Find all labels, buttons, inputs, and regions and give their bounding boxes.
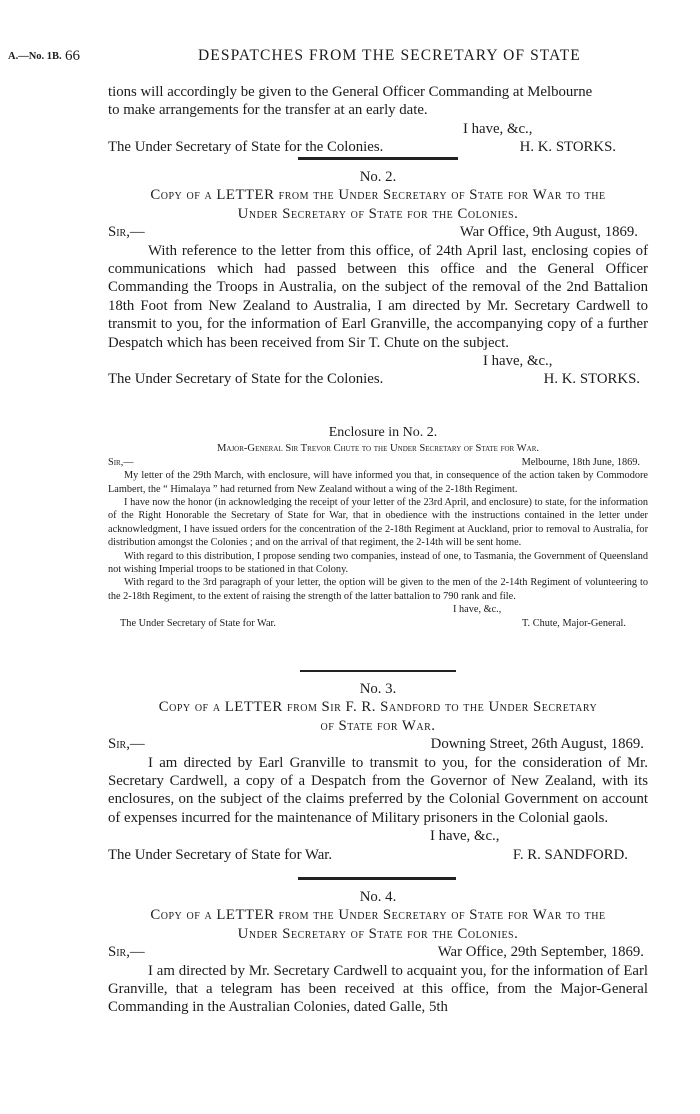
salutation-row [108, 456, 648, 469]
signoff-row [108, 617, 648, 630]
salutation-row [108, 223, 648, 241]
text-line: tions will accordingly be given to the General Officer Commanding at Melbourne [108, 84, 593, 100]
closing: I have, &c., [430, 828, 500, 845]
signoff-row [108, 138, 648, 156]
letter-heading-cont: Under Secretary of State for the Colonies. [237, 205, 519, 222]
section-rule [298, 157, 458, 160]
addressee: The Under Secretary of State for War. [108, 846, 333, 863]
enclosure-heading: Major-General Sir Trevor Chute to the Under Secretary of State for War. [216, 443, 540, 455]
salutation: Sir,— [108, 944, 145, 961]
enclosure-paragraph: With regard to this distribution, I propose sending two companies, instead of one, to Tasmania, the Government of Queensland not wishing Imperial troops to be stationed in that Colony. [108, 550, 648, 576]
addressee: The Under Secretary of State for the Colonies. [108, 139, 384, 156]
enclosure-paragraph: I have now the honor (in acknowledging the receipt of your letter of the 23rd April, and enclosure) to state, for the information of the Right Honorable the Secretary of State for War, that in obedience with the instructions contained in the letter under acknowledgment, I have issued orders for the concentration of the 2-18th Regiment at Auckland, prior to removal to Australia, for distribution amongst the Colonies ; and on the arrival of that regiment, the 2-14th will be sent home. [108, 497, 648, 549]
letter-number: No. 4. [359, 889, 397, 905]
previous-letter-end [108, 83, 648, 157]
page-number: 66 [65, 48, 80, 64]
addressee: The Under Secretary of State for War. [120, 617, 276, 629]
letter-no-4 [108, 888, 648, 1017]
document-reference: A.—No. 1B. [8, 51, 62, 62]
place-date: Downing Street, 26th August, 1869. [430, 736, 644, 753]
running-title: DESPATCHES FROM THE SECRETARY OF STATE [198, 47, 581, 64]
addressee: The Under Secretary of State for the Colonies. [108, 371, 384, 388]
letter-body: I am directed by Earl Granville to transmit to you, for the consideration of Mr. Secretary Cardwell, a copy of a Despatch from the Governor of New Zealand, with its enclosures, on the subject of the claims preferred by the Colonial Government on account of expenses incurred for the maintenance of Military prisoners in the Colonial gaols. [108, 754, 648, 826]
salutation: Sir,— [108, 456, 134, 468]
salutation: Sir,— [108, 224, 145, 241]
letter-no-3 [108, 680, 648, 864]
text-line: to make arrangements for the transfer at an early date. [108, 102, 428, 119]
letter-number: No. 3. [359, 681, 397, 697]
page-header [0, 42, 700, 66]
closing: I have, &c., [453, 604, 502, 616]
letter-heading: Copy of a LETTER from the Under Secretary of State for War to the [150, 907, 606, 924]
place-date: War Office, 29th September, 1869. [437, 944, 644, 961]
place-date: War Office, 9th August, 1869. [459, 224, 638, 241]
letter-no-2 [108, 168, 648, 389]
letter-heading-cont: Under Secretary of State for the Colonies. [237, 925, 519, 942]
section-rule [300, 670, 456, 672]
signature: F. R. SANDFORD. [512, 846, 628, 863]
signoff-row [108, 846, 648, 864]
signature: H. K. STORKS. [543, 371, 640, 388]
signoff-row [108, 370, 648, 388]
enclosure-no-2 [108, 424, 648, 630]
closing: I have, &c., [483, 353, 553, 370]
letter-body: With reference to the letter from this office, of 24th April last, enclosing copies of communications which had passed between this office and the General Officer Commanding the Troops in Australia, on the subject of the removal of the 2nd Battalion 18th Foot from New Zealand to Australia, I am directed by Mr. Secretary Cardwell to transmit to you, for the information of Earl Granville, the accompanying copy of a further Despatch which has been received from Sir T. Chute on the subject. [108, 242, 648, 351]
letter-number: No. 2. [359, 169, 397, 185]
enclosure-title: Enclosure in No. 2. [328, 425, 438, 440]
letter-body: I am directed by Mr. Secretary Cardwell to acquaint you, for the information of Earl Granville, that a telegram has been received at this office, from the Major-General Commanding in the Australian Colonies, dated Galle, 5th [108, 962, 648, 1016]
salutation: Sir,— [108, 736, 145, 753]
section-rule [298, 877, 456, 880]
letter-heading-cont: of State for War. [320, 717, 436, 734]
enclosure-paragraph: My letter of the 29th March, with enclosure, will have informed you that, in consequence of the action taken by Commodore Lambert, the “ Himalaya ” had returned from New Zealand without a wing of the 2-18th Regiment. [108, 470, 648, 495]
letter-heading: Copy of a LETTER from Sir F. R. Sandford to the Under Secretary [158, 699, 598, 716]
signature: T. Chute, Major-General. [522, 617, 626, 629]
letter-heading: Copy of a LETTER from the Under Secretary of State for War to the [150, 187, 606, 204]
place-date: Melbourne, 18th June, 1869. [521, 456, 640, 468]
closing: I have, &c., [463, 120, 533, 137]
salutation-row [108, 735, 648, 753]
enclosure-paragraph: With regard to the 3rd paragraph of your letter, the option will be given to the men of the 2-14th Regiment of volunteering to the 2-18th Regiment, to the extent of raising the strength of the latter battalion to 790 rank and file. [108, 577, 648, 602]
salutation-row [108, 943, 648, 961]
signature: H. K. STORKS. [519, 139, 616, 156]
